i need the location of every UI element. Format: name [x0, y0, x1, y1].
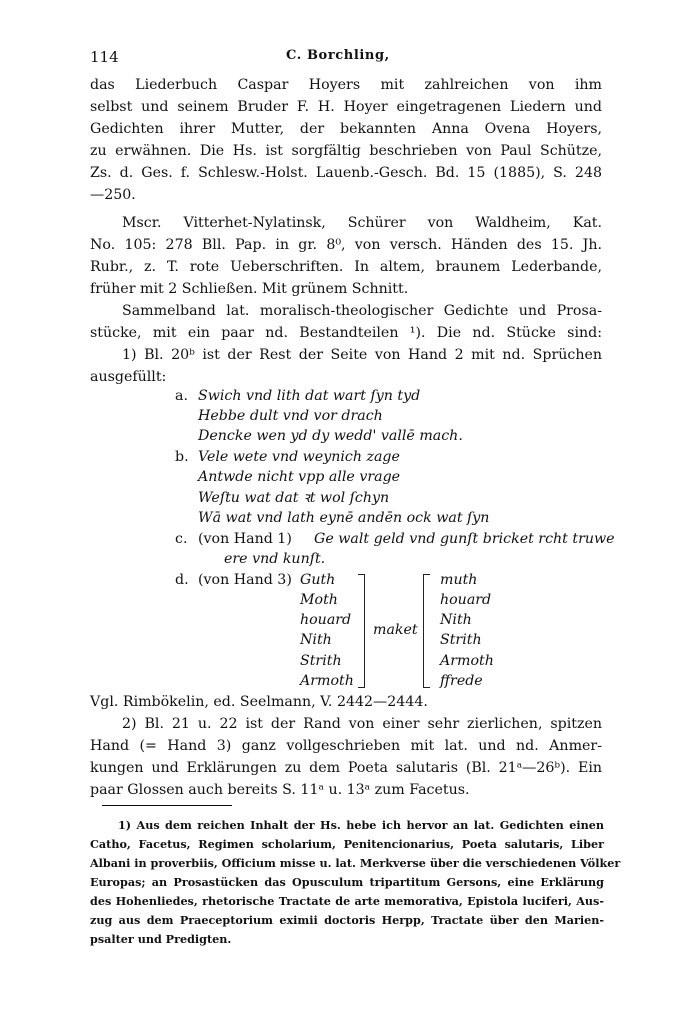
footnote-line: Catho, Facetus, Regimen scholarium, Penitencionarius, Poeta salutaris, Liber: [90, 837, 604, 851]
text-line: kungen und Erklärungen zu dem Poeta salutaris (Bl. 21ᵃ—26ᵇ). Ein: [90, 760, 602, 776]
text-line: stücke, mit ein paar nd. Bestandteilen ¹). Die nd. Stücke sind:: [90, 325, 602, 341]
verse-word: Guth: [300, 572, 336, 588]
text-line: No. 105: 278 Bll. Pap. in gr. 8⁰, von versch. Händen des 15. Jh.: [90, 237, 602, 253]
verse-word: Strith: [300, 653, 342, 669]
verse-line: Swich vnd lith dat wart ſyn tyd: [198, 388, 421, 404]
footnote-line: Albani in proverbiis, Officium misse u. lat. Merkverse über die verschiedenen Völker: [90, 856, 621, 870]
verse-word: houard: [440, 592, 492, 608]
verse-label-a: a.: [175, 388, 188, 404]
page-number: 114: [90, 48, 119, 66]
text-line: 1) Bl. 20ᵇ ist der Rest der Seite von Hand 2 mit nd. Sprüchen: [122, 347, 602, 363]
verse-label-c: c.: [175, 531, 188, 547]
footnote-rule: [102, 805, 232, 806]
text-line: paar Glossen auch bereits S. 11ᵃ u. 13ᵃ zum Facetus.: [90, 782, 470, 798]
text-line: Gedichten ihrer Mutter, der bekannten Anna Ovena Hoyers,: [90, 121, 602, 137]
text-line: zu erwähnen. Die Hs. ist sorgfältig beschrieben von Paul Schütze,: [90, 143, 602, 159]
verse-word: Strith: [440, 632, 482, 648]
verse-word: Moth: [300, 592, 338, 608]
text-line: das Liederbuch Caspar Hoyers mit zahlreichen von ihm: [90, 77, 602, 93]
verse-line: Antwde nicht vpp alle vrage: [198, 469, 401, 485]
running-title: C. Borchling,: [286, 48, 390, 63]
verse-word: houard: [300, 612, 352, 628]
text-line: selbst und seinem Bruder F. H. Hoyer eingetragenen Liedern und: [90, 99, 602, 115]
verse-line: Weſtu wat dat ꝛt wol ſchyn: [198, 490, 390, 506]
verse-word: Armoth: [440, 653, 494, 669]
text-line: früher mit 2 Schließen. Mit grünem Schnitt.: [90, 281, 409, 297]
verse-word: muth: [440, 572, 478, 588]
verse-line: Wā wat vnd lath eynē andēn ock wat ſyn: [198, 510, 490, 526]
text-line: Rubr., z. T. rote Ueberschriften. In altem, braunem Lederbande,: [90, 259, 602, 275]
verse-hand-note: (von Hand 1): [198, 531, 292, 547]
verse-line: Hebbe dult vnd vor drach: [198, 408, 383, 424]
verse-line: Vele wete vnd weynich zage: [198, 449, 400, 465]
text-line: Hand (= Hand 3) ganz vollgeschrieben mit lat. und nd. Anmer-: [90, 738, 602, 754]
verse-word: Armoth: [300, 673, 354, 689]
verse-line: ere vnd kunſt.: [224, 551, 326, 567]
verse-word: Nith: [440, 612, 472, 628]
verse-word: ffrede: [440, 673, 483, 689]
verse-hand-note: (von Hand 3): [198, 572, 292, 588]
left-brace: [423, 574, 430, 688]
verse-label-b: b.: [175, 449, 189, 465]
verse-line: Dencke wen yd dy wedd' vallē mach.: [198, 428, 463, 444]
footnote-line: zug aus dem Praeceptorium eximii doctoris Herpp, Tractate über den Marien-: [90, 913, 604, 927]
text-line: Sammelband lat. moralisch-theologischer Gedichte und Prosa-: [122, 303, 602, 319]
verse-word: Nith: [300, 632, 332, 648]
text-line: Vgl. Rimbökelin, ed. Seelmann, V. 2442—2444.: [90, 694, 428, 710]
text-line: Mscr. Vitterhet-Nylatinsk, Schürer von Waldheim, Kat.: [122, 215, 602, 231]
footnote-line: 1) Aus dem reichen Inhalt der Hs. hebe ich hervor an lat. Gedichten einen: [118, 818, 604, 832]
text-line: —250.: [90, 187, 136, 203]
footnote-line: Europas; an Prosastücken das Opusculum tripartitum Gersons, eine Erklärung: [90, 875, 604, 889]
footnote-line: des Hohenliedes, rhetorische Tractate de arte memorativa, Epistola luciferi, Aus-: [90, 894, 604, 908]
right-brace: [358, 574, 365, 688]
verse-label-d: d.: [175, 572, 189, 588]
footnote-line: psalter und Predigten.: [90, 932, 232, 946]
text-line: Zs. d. Ges. f. Schlesw.-Holst. Lauenb.-Gesch. Bd. 15 (1885), S. 248: [90, 165, 602, 181]
verse-line: Ge walt geld vnd gunſt bricket rcht truwe: [314, 531, 615, 547]
text-line: ausgefüllt:: [90, 369, 167, 385]
text-line: 2) Bl. 21 u. 22 ist der Rand von einer sehr zierlichen, spitzen: [122, 716, 602, 732]
verse-verb: maket: [373, 622, 418, 638]
